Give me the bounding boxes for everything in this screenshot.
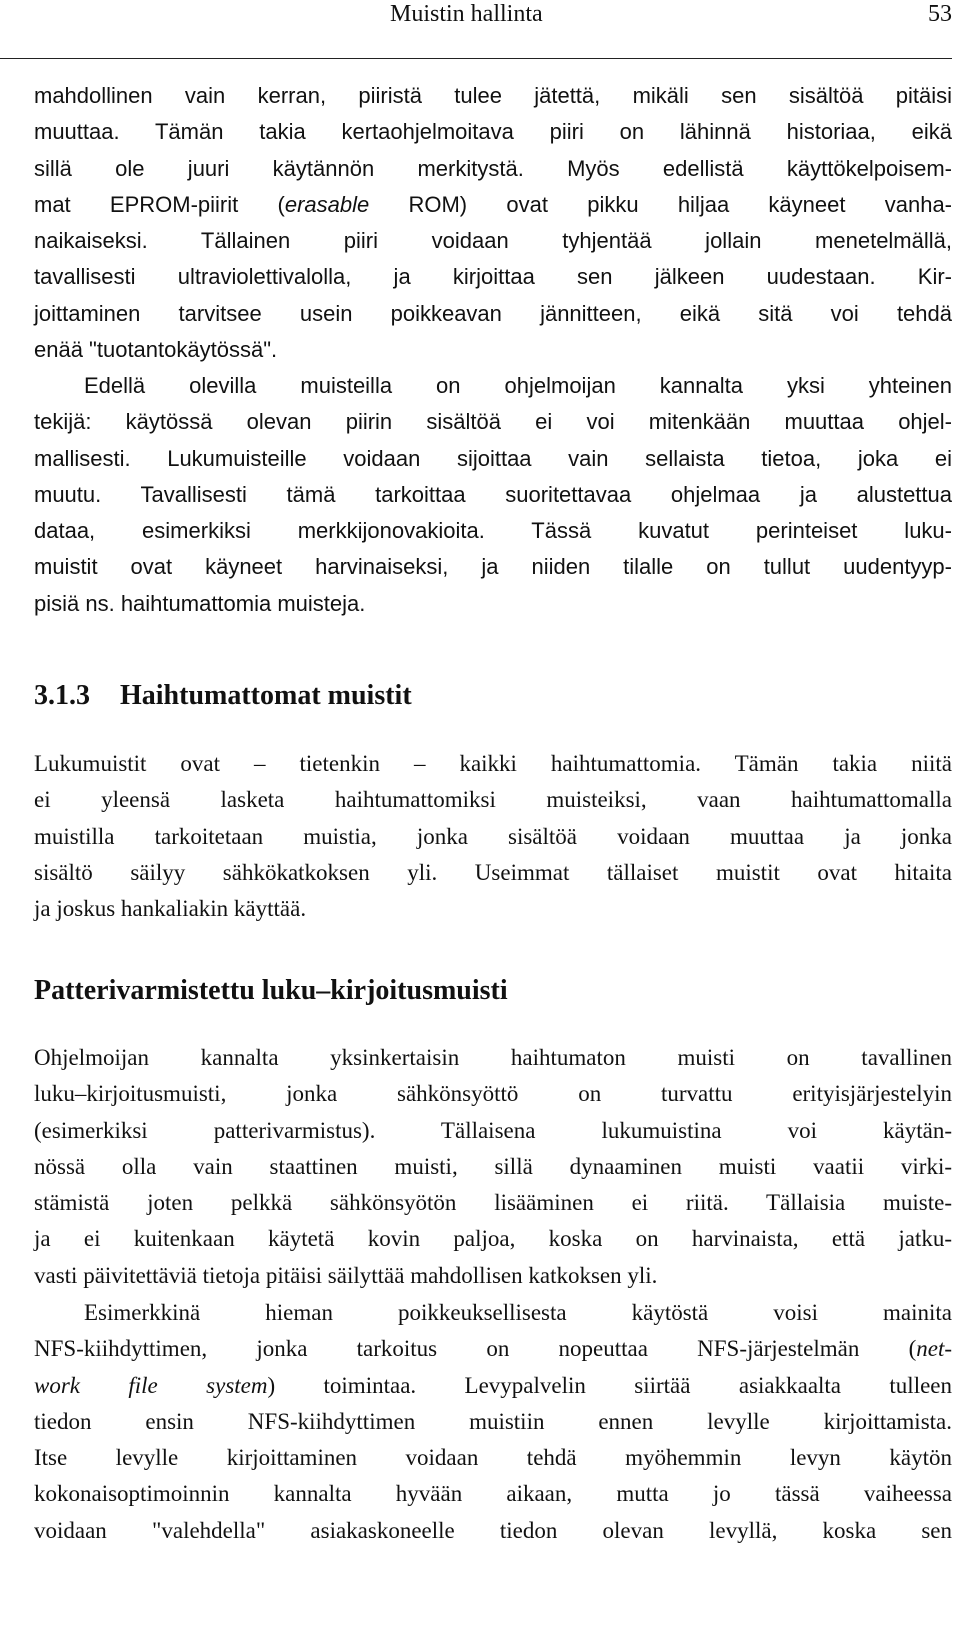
paragraph-eprom — [34, 78, 952, 368]
text-line: muistit ovat käyneet harvinaiseksi, ja niiden tilalle on tullut uudentyyp- — [34, 554, 952, 580]
running-header — [0, 0, 952, 48]
paragraph-text — [34, 1040, 952, 1294]
paragraph-text — [34, 368, 952, 622]
page-number: 53 — [928, 1, 952, 27]
text-line: nössä olla vain staattinen muisti, sillä dynaaminen muisti vaatii virki- — [34, 1153, 952, 1179]
subsection-heading: Patterivarmistettu luku–kirjoitusmuisti — [34, 975, 508, 1006]
paragraph-text — [34, 746, 952, 927]
text-line: vasti päivitettäviä tietoja pitäisi säilyttää mahdollisen katkoksen yli. — [34, 1262, 658, 1288]
text-line: naikaiseksi. Tällainen piiri voidaan tyhjentää jollain menetelmällä, — [34, 228, 952, 254]
text-line: mallisesti. Lukumuisteille voidaan sijoittaa vain sellaista tietoa, joka ei — [34, 445, 952, 471]
text-line: luku–kirjoitusmuisti, jonka sähkönsyöttö on turvattu erityisjärjestelyin — [34, 1081, 952, 1107]
text-line: Itse levylle kirjoittaminen voidaan tehdä myöhemmin levyn käytön — [34, 1445, 952, 1471]
text-line: Lukumuistit ovat – tietenkin – kaikki haihtumattomia. Tämän takia niitä — [34, 751, 952, 776]
italic-term: erasable — [284, 191, 370, 217]
text-line: voidaan "valehdella" asiakaskoneelle tiedon olevan levyllä, koska sen — [34, 1517, 952, 1543]
italic-term: work file system — [34, 1372, 268, 1398]
text-line — [34, 1331, 952, 1367]
text-line: tavallisesti ultraviolettivalolla, ja kirjoittaa sen jälkeen uudestaan. Kir- — [34, 264, 952, 290]
text-line: ei yleensä lasketa haihtumattomiksi muisteiksi, vaan haihtumattomalla — [34, 787, 952, 813]
section-title: Haihtumattomat muistit — [120, 680, 412, 711]
text-line: muutu. Tavallisesti tämä tarkoittaa suoritettavaa ohjelmaa ja alustettua — [34, 481, 952, 507]
text-line: pisiä ns. haihtumattomia muisteja. — [34, 590, 366, 616]
text-line: joittaminen tarvitsee usein poikkeavan jännitteen, eikä sitä voi tehdä — [34, 300, 952, 326]
text-line: muuttaa. Tämän takia kertaohjelmoitava piiri on lähinnä historiaa, eikä — [34, 119, 952, 145]
italic-term: net- — [916, 1336, 952, 1362]
text-run: mat EPROM-piirit ( — [34, 191, 285, 217]
paragraph-text — [34, 78, 952, 368]
text-line: (esimerkiksi patterivarmistus). Tällaisena lukumuistina voi käytän- — [34, 1117, 952, 1143]
text-line: Esimerkkinä hieman poikkeuksellisesta käytöstä voisi mainita — [84, 1300, 952, 1325]
text-run: ) toimintaa. Levypalvelin siirtää asiakkaalta tulleen — [267, 1372, 952, 1398]
section-number: 3.1.3 — [34, 680, 90, 711]
text-line: ja joskus hankaliakin käyttää. — [34, 896, 307, 922]
paragraph-text — [34, 1295, 952, 1549]
text-line: Ohjelmoijan kannalta yksinkertaisin haihtumaton muisti on tavallinen — [34, 1045, 952, 1070]
paragraph-non-volatile — [34, 746, 952, 927]
text-line: dataa, esimerkiksi merkkijonovakioita. Tässä kuvatut perinteiset luku- — [34, 518, 952, 544]
text-line: mahdollinen vain kerran, piiristä tulee jätettä, mikäli sen sisältöä pitäisi — [34, 83, 952, 108]
section-heading — [34, 678, 412, 714]
text-line: kokonaisoptimoinnin kannalta hyvään aikaan, mutta jo tässä vaiheessa — [34, 1481, 952, 1507]
paragraph-nfs-accelerator — [34, 1295, 952, 1549]
text-line: Edellä olevilla muisteilla on ohjelmoijan kannalta yksi yhteinen — [84, 373, 952, 398]
paragraph-battery-backed — [34, 1040, 952, 1294]
text-run: ROM) ovat pikku hiljaa käyneet vanha- — [369, 191, 953, 217]
text-line: tiedon ensin NFS-kiihdyttimen muistiin ennen levylle kirjoittamista. — [34, 1408, 952, 1434]
running-title: Muistin hallinta — [390, 1, 543, 27]
text-line: muistilla tarkoitetaan muistia, jonka sisältöä voidaan muuttaa ja jonka — [34, 823, 952, 849]
text-line: stämistä joten pelkkä sähkönsyötön lisääminen ei riitä. Tällaisia muiste- — [34, 1190, 952, 1216]
text-line: enää "tuotantokäytössä". — [34, 337, 278, 363]
text-line: sillä ole juuri käytännön merkitystä. Myös edellistä käyttökelpoisem- — [34, 155, 952, 181]
text-line: ja ei kuitenkaan käytetä kovin paljoa, koska on harvinaista, että jatku- — [34, 1226, 952, 1252]
paragraph-read-only-memory — [34, 368, 952, 622]
text-line — [34, 187, 952, 223]
header-rule — [0, 58, 952, 59]
text-line: tekijä: käytössä olevan piirin sisältöä ei voi mitenkään muuttaa ohjel- — [34, 409, 952, 435]
text-run: NFS-kiihdyttimen, jonka tarkoitus on nopeuttaa NFS-järjestelmän ( — [34, 1336, 917, 1362]
text-line: sisältö säilyy sähkökatkoksen yli. Useimmat tällaiset muistit ovat hitaita — [34, 859, 952, 885]
text-line — [34, 1368, 952, 1404]
